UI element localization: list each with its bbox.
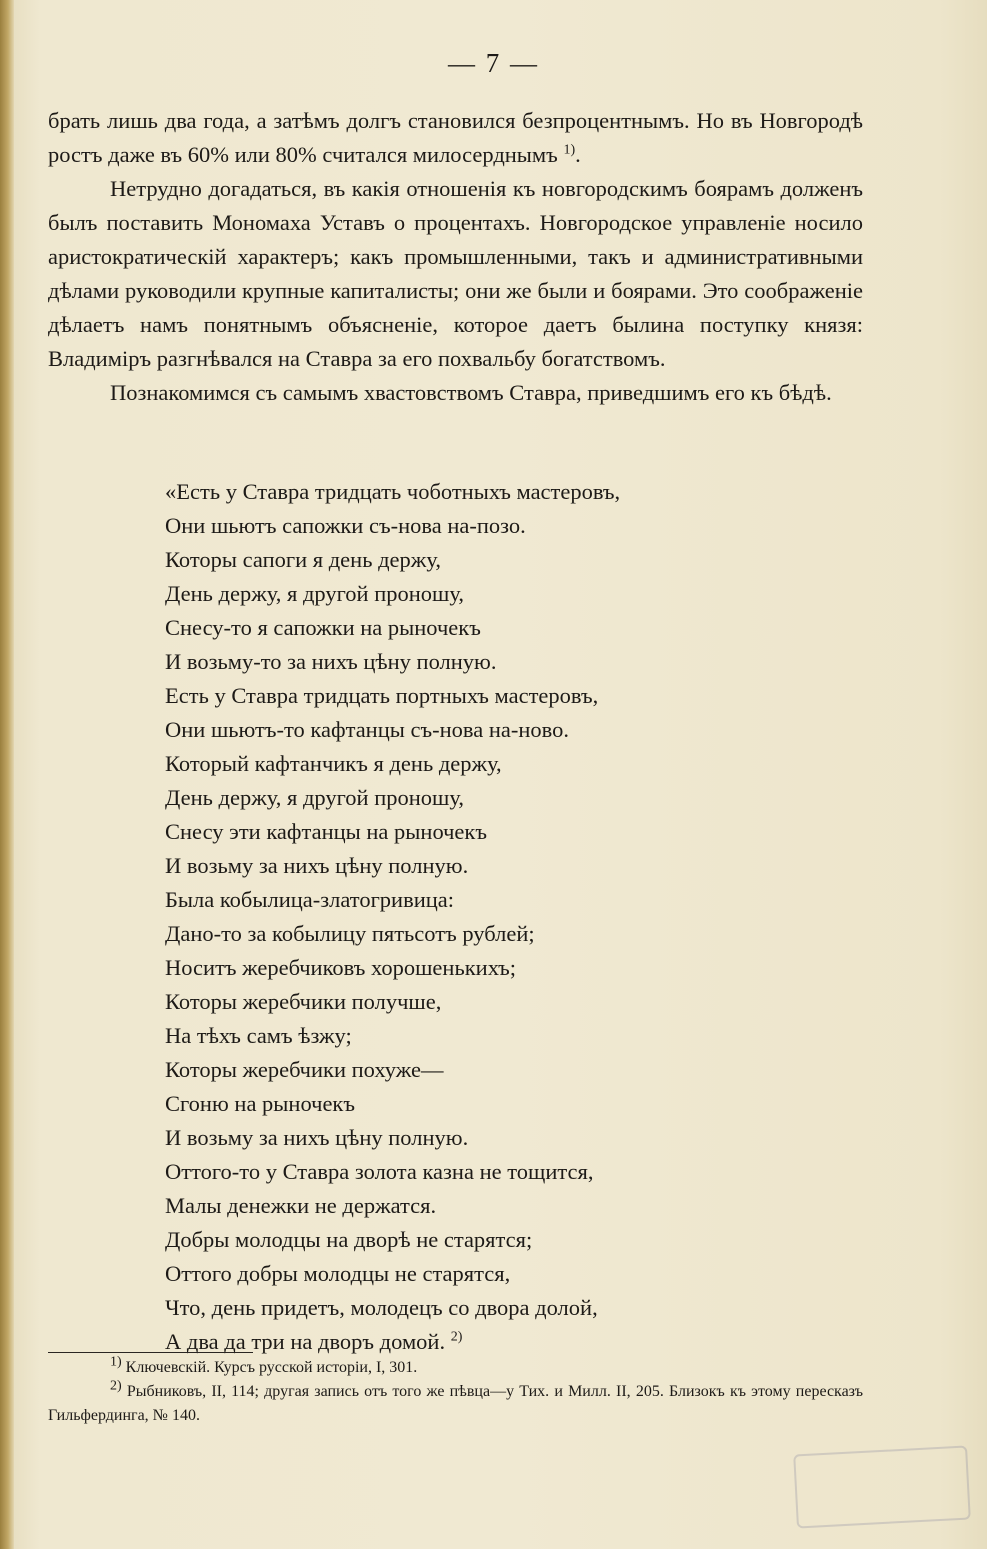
poem-line: Есть у Ставра тридцать портныхъ мастеровъ, <box>165 683 599 708</box>
paragraph-1-text: брать лишь два года, а затѣмъ долгъ становился безпроцентнымъ. Но въ Новгородѣ ростъ даже въ 60% или 80% считался милосерднымъ <box>48 108 863 167</box>
page-binding-edge <box>0 0 14 1549</box>
footnotes <box>48 1356 863 1428</box>
poem-line: Который кафтанчикъ я день держу, <box>165 751 502 776</box>
poem-line-last-text: А два да три на дворъ домой. <box>165 1329 446 1354</box>
poem-line: День держу, я другой проношу, <box>165 785 465 810</box>
poem-line: Оттого-то у Ставра золота казна не тощится, <box>165 1159 594 1184</box>
poem-line: Малы денежки не держатся. <box>165 1193 437 1218</box>
poem-line: Добры молодцы на дворѣ не старятся; <box>165 1227 533 1252</box>
library-stamp <box>793 1445 971 1528</box>
poem-line: Сгоню на рыночекъ <box>165 1091 355 1116</box>
footnote-text: Рыбниковъ, II, 114; другая запись отъ того же пѣвца—у Тих. и Милл. II, 205. Близокъ къ этому пересказъ Гильфердинга, № 140. <box>48 1383 864 1424</box>
footnote-ref-2: 2) <box>450 1329 463 1345</box>
poem-line: Носитъ жеребчиковъ хорошенькихъ; <box>165 955 516 980</box>
poem-line: Они шьютъ-то кафтанцы съ-нова на-ново. <box>165 717 570 742</box>
poem-line: И возьму за нихъ цѣну полную. <box>165 853 469 878</box>
poem-line: И возьму за нихъ цѣну полную. <box>165 1125 469 1150</box>
poem-line: «Есть у Ставра тридцать чоботныхъ мастеровъ, <box>165 479 621 504</box>
body-text <box>48 104 863 410</box>
poem-line: Что, день придетъ, молодецъ со двора долой, <box>165 1295 598 1320</box>
footnote-mark: 1) <box>110 1354 122 1370</box>
footnote-1 <box>48 1356 863 1380</box>
poem-line: Оттого добры молодцы не старятся, <box>165 1261 511 1286</box>
poem-line: Которы сапоги я день держу, <box>165 547 441 572</box>
poem-line: Которы жеребчики получше, <box>165 989 442 1014</box>
paragraph-1: брать лишь два года, а затѣмъ долгъ становился безпроцентнымъ. Но въ Новгородѣ ростъ даже въ 60% или 80% считался милосерднымъ $^{1)}$. <box>48 108 863 167</box>
footnote-ref-1: 1) <box>563 142 576 158</box>
footnote-divider <box>48 1352 253 1353</box>
footnote-text: Ключевскій. Курсъ русской исторіи, I, 301. <box>125 1359 418 1376</box>
poem-line: На тѣхъ самъ ѣзжу; <box>165 1023 352 1048</box>
paragraph-3: Познакомимся съ самымъ хвастовствомъ Ставра, приведшимъ его къ бѣдѣ. <box>110 380 832 405</box>
poem-line: Которы жеребчики похуже— <box>165 1057 444 1082</box>
page-number: — 7 — <box>448 48 539 78</box>
poem-line: Они шьютъ сапожки съ-нова на-позо. <box>165 513 526 538</box>
footnote-2 <box>48 1380 863 1428</box>
poem-line-last <box>165 1325 765 1359</box>
paragraph-2: Нетрудно догадаться, въ какія отношенія къ новгородскимъ боярамъ долженъ былъ поставить Мономаха Уставъ о процентахъ. Новгородское управленіе носило аристократическій характеръ; какъ промышленными, такъ и административными дѣлами руководили крупные капиталисты; они же были и боярами. Это соображеніе дѣлаетъ намъ понятнымъ объясненіе, которое даетъ былина поступку князя: Владиміръ разгнѣвался на Ставра за его похвальбу богатствомъ. <box>48 176 863 371</box>
poem-line: И возьму-то за нихъ цѣну полную. <box>165 649 497 674</box>
footnote-mark: 2) <box>110 1378 122 1394</box>
poem-line: Снесу эти кафтанцы на рыночекъ <box>165 819 487 844</box>
poem-line: Снесу-то я сапожки на рыночекъ <box>165 615 481 640</box>
poem-line: День держу, я другой проношу, <box>165 581 465 606</box>
poem-line: Дано-то за кобылицу пятьсотъ рублей; <box>165 921 535 946</box>
poem-quote <box>165 475 765 1359</box>
poem-line: Была кобылица-златогривица: <box>165 887 455 912</box>
